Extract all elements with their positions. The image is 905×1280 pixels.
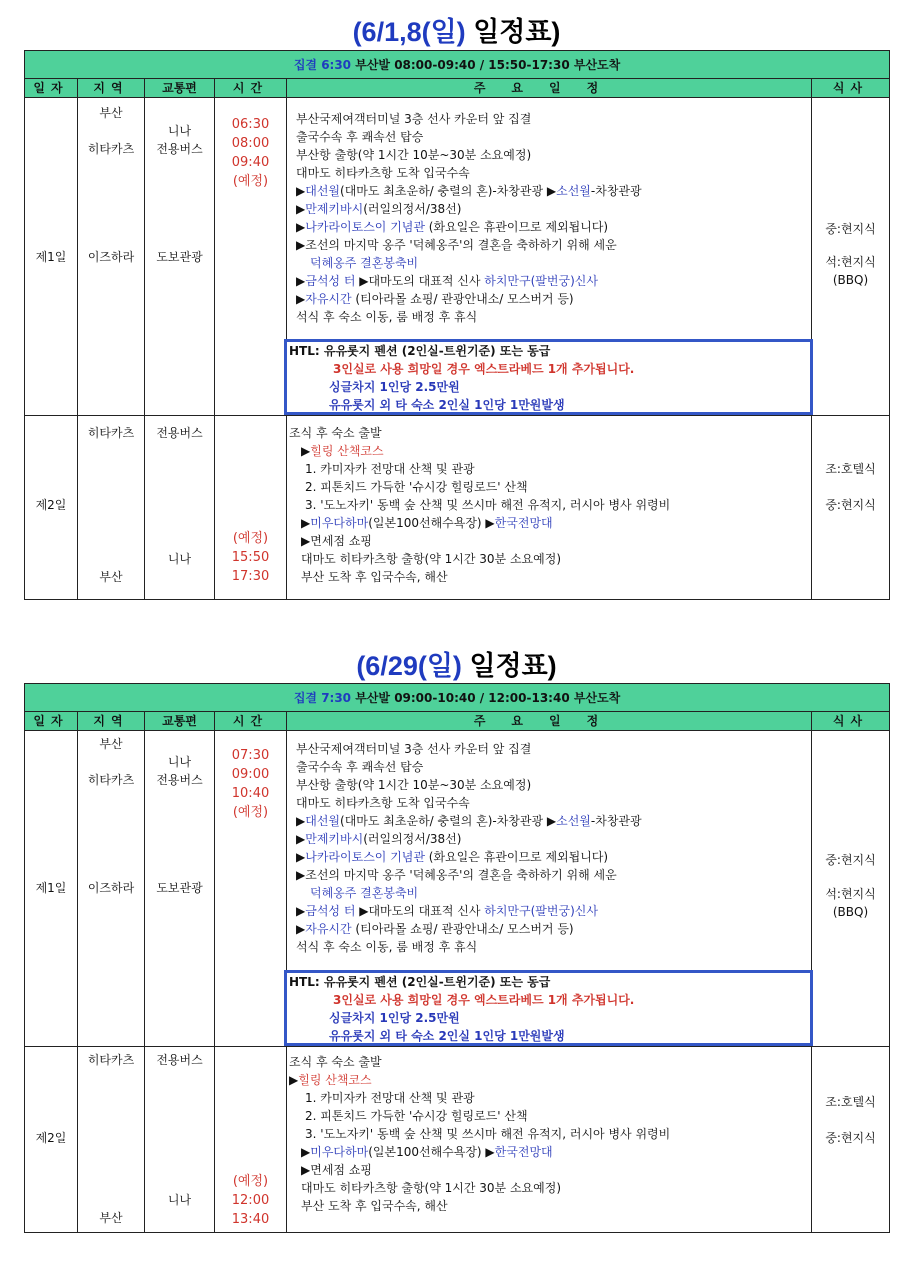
time-1: 12:00 <box>231 1193 270 1208</box>
banner-meet: 집결 <box>293 57 317 72</box>
meal-dinner-note: (BBQ) <box>832 905 869 919</box>
itinerary-line: 2. 피톤치드 가득한 '슈시강 힐링로드' 산책 <box>305 480 528 494</box>
itinerary-line: 부산국제여객터미널 3층 선사 카운터 앞 집결 <box>296 112 532 126</box>
transport-bus: 전용버스 <box>156 773 203 787</box>
day2-row <box>25 416 890 600</box>
meeting-banner <box>25 684 890 712</box>
itinerary-line: ▶나카라이토스이 기념관 (화요일은 휴관이므로 제외됩니다) <box>296 850 609 864</box>
itinerary-line: 부산 도착 후 입국수속, 해산 <box>301 1199 448 1213</box>
itinerary-line: 조식 후 숙소 출발 <box>289 426 382 440</box>
transport-ferry: 니나 <box>167 124 192 138</box>
table-header <box>25 712 890 731</box>
transport-ferry: 니나 <box>167 755 192 769</box>
day-label: 제1일 <box>35 250 67 264</box>
itinerary-line: 석식 후 숙소 이동, 룸 배정 후 휴식 <box>296 940 478 954</box>
time-cell <box>215 1047 287 1233</box>
header-time: 시간 <box>215 712 287 731</box>
time-note: (예정) <box>232 1174 269 1189</box>
itinerary-line: 대마도 히타카츠항 출항(약 1시간 30분 소요예정) <box>301 1181 561 1195</box>
banner-meet: 집결 <box>293 690 317 705</box>
header-itinerary: 주요일정 <box>287 79 812 98</box>
header-day: 일자 <box>25 712 78 731</box>
hotel-box <box>284 970 813 1046</box>
time-2: 08:00 <box>231 136 270 151</box>
schedule-title <box>24 644 889 683</box>
header-day: 일자 <box>25 79 78 98</box>
itinerary-lines <box>287 416 811 586</box>
region-hitakatsu: 히타카츠 <box>87 142 135 156</box>
itinerary-line: ▶면세점 쇼핑 <box>301 1163 373 1177</box>
time-3: 10:40 <box>231 786 270 801</box>
time-1: 07:30 <box>231 748 270 763</box>
header-meal: 식사 <box>812 712 890 731</box>
meal-dinner: 석:현지식 <box>825 887 876 901</box>
time-1: 06:30 <box>231 117 270 132</box>
day-label: 제2일 <box>35 498 67 512</box>
itinerary-line: 1. 카미자카 전망대 산책 및 관광 <box>305 462 475 476</box>
region-hitakatsu: 히타카츠 <box>87 1053 135 1067</box>
banner-route: 부산발 08:00-09:40 / 15:50-17:30 부산도착 <box>355 57 621 72</box>
schedule-table <box>24 50 890 600</box>
hotel-single-charge: 싱글차지 1인당 2.5만원 <box>329 380 460 394</box>
itinerary-cell <box>287 416 812 600</box>
meal-lunch: 중:현지식 <box>825 1131 876 1145</box>
header-region: 지역 <box>78 79 145 98</box>
region-cell <box>78 98 145 416</box>
itinerary-line: 부산 도착 후 입국수속, 해산 <box>301 570 448 584</box>
meal-cell <box>812 731 890 1047</box>
meal-lunch: 중:현지식 <box>825 853 876 867</box>
itinerary-line: ▶대선월(대마도 최초운하/ 충렬의 혼)-차창관광 ▶소선월-차창관광 <box>296 814 642 828</box>
itinerary-line: ▶금석성 터 ▶대마도의 대표적 신사 하치만구(팔번궁)신사 <box>296 274 598 288</box>
hotel-title: HTL: 유유롯지 펜션 (2인실-트윈기준) 또는 동급 <box>289 975 551 989</box>
region-cell <box>78 731 145 1047</box>
itinerary-line: 석식 후 숙소 이동, 룸 배정 후 휴식 <box>296 310 478 324</box>
meal-lunch: 중:현지식 <box>825 498 876 512</box>
day-cell <box>25 98 78 416</box>
transport-cell <box>145 731 215 1047</box>
meal-cell <box>812 1047 890 1233</box>
time-3: 09:40 <box>231 155 270 170</box>
region-busan: 부산 <box>99 1211 123 1225</box>
itinerary-line: ▶만제키바시(러일의정서/38선) <box>296 202 462 216</box>
day-cell <box>25 1047 78 1233</box>
itinerary-line: ▶금석성 터 ▶대마도의 대표적 신사 하치만구(팔번궁)신사 <box>296 904 598 918</box>
hotel-extra-bed: 3인실로 사용 희망일 경우 엑스트라베드 1개 추가됩니다. <box>333 362 635 376</box>
banner-time: 7:30 <box>321 690 352 705</box>
itinerary-line: 대마도 히타카츠항 출항(약 1시간 30분 소요예정) <box>301 552 561 566</box>
itinerary-line: ▶미우다하마(일본100선해수욕장) ▶한국전망대 <box>301 516 553 530</box>
header-meal: 식사 <box>812 79 890 98</box>
transport-cell <box>145 416 215 600</box>
region-izuhara: 이즈하라 <box>87 881 135 895</box>
day1-row <box>25 98 890 416</box>
day1-row <box>25 731 890 1047</box>
itinerary-lines <box>296 731 811 956</box>
region-hitakatsu: 히타카츠 <box>87 773 135 787</box>
itinerary-line: 3. '도노자키' 동백 숲 산책 및 쓰시마 해전 유적지, 러시아 병사 위령비 <box>305 498 671 512</box>
itinerary-line: ▶미우다하마(일본100선해수욕장) ▶한국전망대 <box>301 1145 553 1159</box>
itinerary-line: 2. 피톤치드 가득한 '슈시강 힐링로드' 산책 <box>305 1109 528 1123</box>
time-1: 15:50 <box>231 550 270 565</box>
day-label: 제1일 <box>35 881 67 895</box>
day2-row <box>25 1047 890 1233</box>
hotel-other: 유유롯지 외 타 숙소 2인실 1인당 1만원발생 <box>329 1029 565 1043</box>
itinerary-line: 부산항 출항(약 1시간 10분~30분 소요예정) <box>296 778 532 792</box>
transport-cell <box>145 98 215 416</box>
time-note: (예정) <box>232 805 269 820</box>
time-cell <box>215 98 287 416</box>
header-transport: 교통편 <box>145 712 215 731</box>
itinerary-line: 부산국제여객터미널 3층 선사 카운터 앞 집결 <box>296 742 532 756</box>
time-2: 13:40 <box>231 1212 270 1227</box>
time-2: 17:30 <box>231 569 270 584</box>
hotel-extra-bed: 3인실로 사용 희망일 경우 엑스트라베드 1개 추가됩니다. <box>333 993 635 1007</box>
itinerary-line: 대마도 히타카츠항 도착 입국수속 <box>296 166 470 180</box>
day-cell <box>25 731 78 1047</box>
schedule-title <box>24 10 889 49</box>
itinerary-cell <box>287 98 812 416</box>
header-itinerary: 주요일정 <box>287 712 812 731</box>
transport-ferry: 니나 <box>167 552 192 566</box>
meal-breakfast: 조:호텔식 <box>825 1095 876 1109</box>
transport-cell <box>145 1047 215 1233</box>
region-cell <box>78 1047 145 1233</box>
transport-walk: 도보관광 <box>156 250 203 264</box>
itinerary-line: ▶대선월(대마도 최초운하/ 충렬의 혼)-차창관광 ▶소선월-차창관광 <box>296 184 642 198</box>
itinerary-line: 1. 카미자카 전망대 산책 및 관광 <box>305 1091 475 1105</box>
header-transport: 교통편 <box>145 79 215 98</box>
transport-bus: 전용버스 <box>156 426 203 440</box>
itinerary-line: ▶나카라이토스이 기념관 (화요일은 휴관이므로 제외됩니다) <box>296 220 609 234</box>
itinerary-line: ▶조선의 마지막 옹주 '덕혜옹주'의 결혼을 축하하기 위해 세운 <box>296 868 617 882</box>
itinerary-line: ▶힐링 산책코스 <box>289 1073 372 1087</box>
itinerary-line: ▶조선의 마지막 옹주 '덕혜옹주'의 결혼을 축하하기 위해 세운 <box>296 238 617 252</box>
meal-dinner-note: (BBQ) <box>832 273 869 287</box>
itinerary-line: ▶자유시간 (티아라몰 쇼핑/ 관광안내소/ 모스버거 등) <box>296 292 574 306</box>
itinerary-line: ▶면세점 쇼핑 <box>301 534 373 548</box>
hotel-other: 유유롯지 외 타 숙소 2인실 1인당 1만원발생 <box>329 398 565 412</box>
meal-cell <box>812 98 890 416</box>
meal-dinner: 석:현지식 <box>825 255 876 269</box>
meeting-banner <box>25 51 890 79</box>
table-header <box>25 79 890 98</box>
itinerary-line: 부산항 출항(약 1시간 10분~30분 소요예정) <box>296 148 532 162</box>
itinerary-line: ▶만제키바시(러일의정서/38선) <box>296 832 462 846</box>
title-suffix: 일정표) <box>473 17 561 47</box>
meal-breakfast: 조:호텔식 <box>825 462 876 476</box>
itinerary-cell <box>287 731 812 1047</box>
meal-lunch: 중:현지식 <box>825 222 876 236</box>
time-note: (예정) <box>232 531 269 546</box>
time-cell <box>215 416 287 600</box>
time-cell <box>215 731 287 1047</box>
meal-cell <box>812 416 890 600</box>
itinerary-line: 3. '도노자키' 동백 숲 산책 및 쓰시마 해전 유적지, 러시아 병사 위령비 <box>305 1127 671 1141</box>
day-label: 제2일 <box>35 1131 67 1145</box>
day-cell <box>25 416 78 600</box>
time-note: (예정) <box>232 174 269 189</box>
region-busan: 부산 <box>99 570 123 584</box>
header-time: 시간 <box>215 79 287 98</box>
region-busan: 부산 <box>99 737 123 751</box>
itinerary-line: ▶힐링 산책코스 <box>301 444 384 458</box>
itinerary-line: 조식 후 숙소 출발 <box>289 1055 382 1069</box>
hotel-single-charge: 싱글차지 1인당 2.5만원 <box>329 1011 460 1025</box>
itinerary-line: 덕혜옹주 결혼봉축비 <box>310 256 419 270</box>
title-date: (6/29(일) <box>356 651 462 681</box>
region-izuhara: 이즈하라 <box>87 250 135 264</box>
itinerary-lines <box>296 98 811 326</box>
transport-ferry: 니나 <box>167 1193 192 1207</box>
itinerary-line: ▶자유시간 (티아라몰 쇼핑/ 관광안내소/ 모스버거 등) <box>296 922 574 936</box>
title-suffix: 일정표) <box>469 651 557 681</box>
region-busan: 부산 <box>99 106 123 120</box>
itinerary-line: 대마도 히타카츠항 도착 입국수속 <box>296 796 470 810</box>
itinerary-lines <box>287 1047 811 1215</box>
time-2: 09:00 <box>231 767 270 782</box>
header-region: 지역 <box>78 712 145 731</box>
region-hitakatsu: 히타카츠 <box>87 426 135 440</box>
itinerary-cell <box>287 1047 812 1233</box>
title-date: (6/1,8(일) <box>352 17 466 47</box>
banner-route: 부산발 09:00-10:40 / 12:00-13:40 부산도착 <box>355 690 621 705</box>
transport-bus: 전용버스 <box>156 1053 203 1067</box>
schedule-table <box>24 683 890 1233</box>
transport-walk: 도보관광 <box>156 881 203 895</box>
itinerary-line: 출국수속 후 쾌속선 탑승 <box>296 760 424 774</box>
region-cell <box>78 416 145 600</box>
banner-time: 6:30 <box>321 57 352 72</box>
transport-bus: 전용버스 <box>156 142 203 156</box>
itinerary-line: 출국수속 후 쾌속선 탑승 <box>296 130 424 144</box>
hotel-box <box>284 339 813 415</box>
hotel-title: HTL: 유유롯지 펜션 (2인실-트윈기준) 또는 동급 <box>289 344 551 358</box>
itinerary-line: 덕혜옹주 결혼봉축비 <box>310 886 419 900</box>
